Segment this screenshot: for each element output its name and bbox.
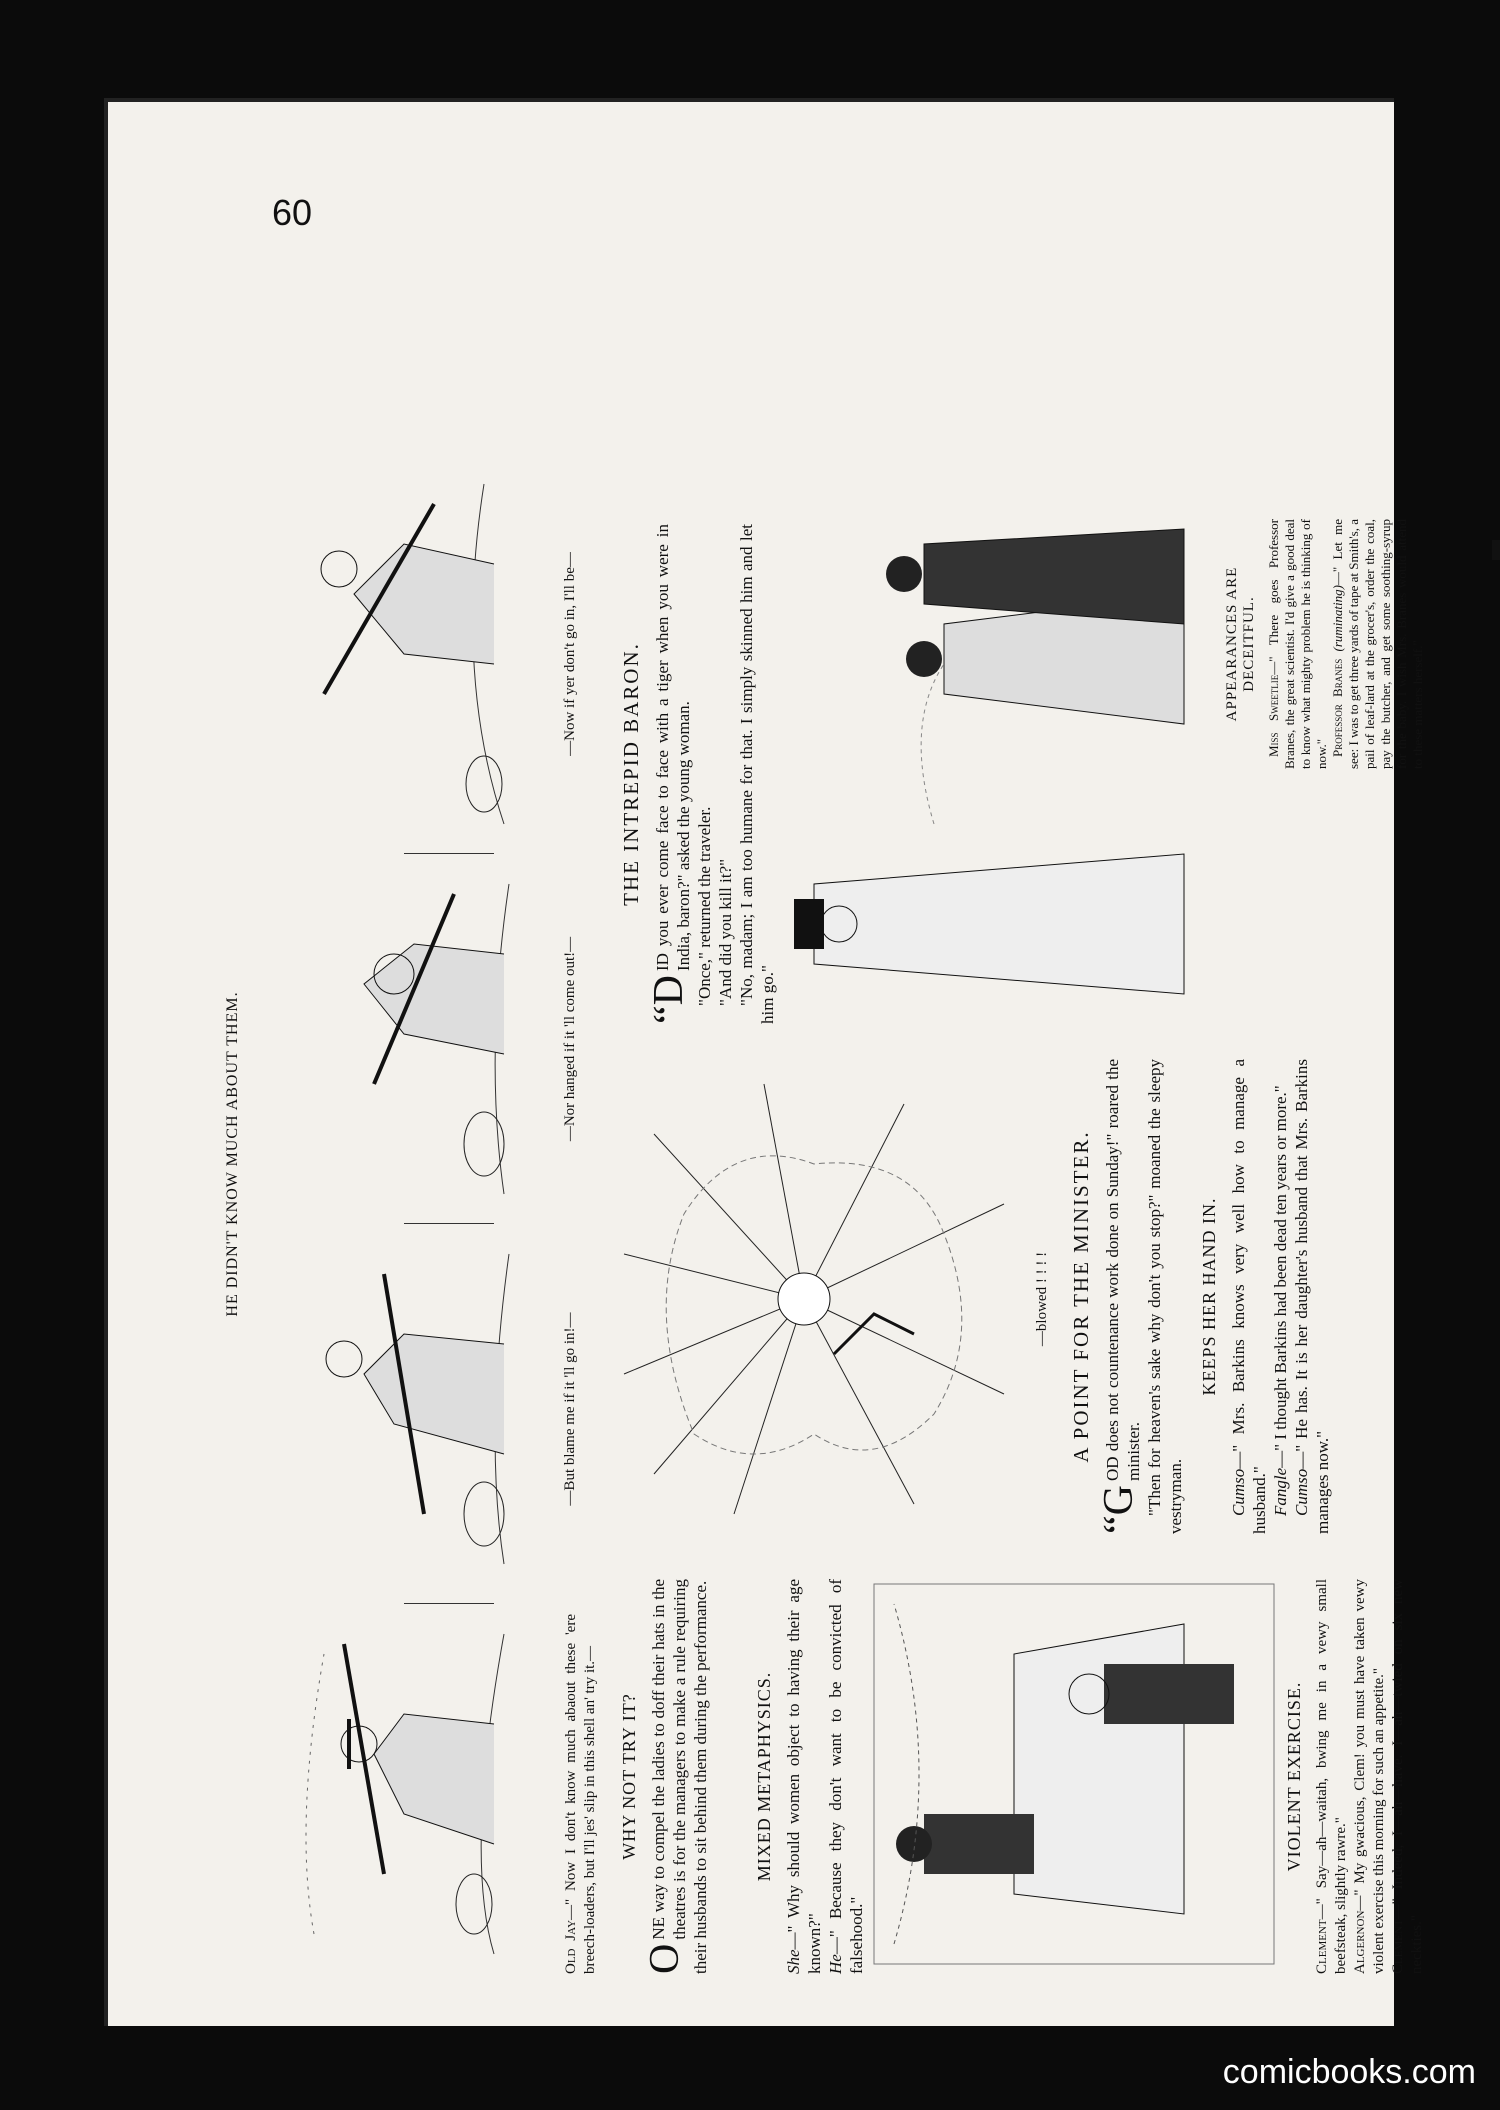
why-drop-cap: O	[642, 1943, 688, 1974]
baron-p1: ID you ever come face to face with a tiger when you were in India, baron?" asked the young woman.	[653, 524, 693, 972]
mixed-metaphysics-article	[754, 1579, 867, 1974]
why-title: WHY NOT TRY IT?	[619, 1693, 639, 1860]
minister-p2: "Then for heaven's sake why don't you stop?" moaned the sleepy vestryman.	[1145, 1059, 1185, 1534]
violent-line-3: —" Indeed, I—ah—have. I—ah—twied on six new neckties."	[1390, 1579, 1425, 1974]
why-text: NE way to compel the ladies to doff their hats in the theatres is for the managers to make a rule requiring their husbands to sit behind them during the performance.	[649, 1579, 710, 1974]
site-watermark: comicbooks.com	[1222, 2053, 1476, 2091]
baron-p2: "Once," returned the traveler.	[695, 806, 714, 1006]
hunter-panel-4-illustration	[254, 474, 554, 834]
appearances-line-2: —" Let me see: I was to get three yards of tape at Smith's, a pail of leaf-lard at the grocer's, order the coal, pay the butcher, and get some soothing-syrup for the baby. I wish Mrs. Branes would attend to these matters herself."	[1330, 519, 1425, 769]
keeps-her-hand-in-article	[1199, 1059, 1333, 1534]
minister-title: A POINT FOR THE MINISTER.	[1069, 1130, 1093, 1463]
she-label: She	[784, 1949, 803, 1974]
keeps-line-3: —" He has. It is her daughter's husband that Mrs. Barkins manages now."	[1292, 1059, 1332, 1534]
hunter-panel-3-illustration	[254, 874, 554, 1204]
minister-drop-cap: “G	[1096, 1485, 1142, 1534]
appearances-aside: (ruminating)	[1330, 585, 1345, 652]
minister-p1: OD does not countenance work done on Sunday!" roared the minister.	[1103, 1059, 1143, 1482]
appearances-speaker-2: Professor Branes	[1330, 658, 1345, 757]
restaurant-illustration	[864, 1574, 1284, 1974]
baron-drop-cap: “D	[646, 975, 692, 1024]
she-line: —" Why should women object to having their age known?"	[784, 1579, 824, 1974]
keeps-line-2: —" I thought Barkins had been dead ten years or more."	[1271, 1085, 1290, 1468]
appearances-title: APPEARANCES ARE DECEITFUL.	[1224, 566, 1257, 722]
baron-title: THE INTREPID BARON.	[619, 642, 643, 906]
rotated-page-content	[224, 304, 1434, 2004]
caption2: —But blame me if it 'll go in!—	[562, 1312, 578, 1506]
baron-p3: "And did you kill it?"	[716, 858, 735, 1006]
caption1-text: —" Now I don't know much abaout these 'ere breech-loaders, but I'll jes' slip in this shell an' try it.—	[563, 1614, 598, 1974]
keeps-speaker-3: Cumso	[1292, 1468, 1311, 1516]
blowed-caption: —blowed ! ! ! !	[1034, 1251, 1050, 1347]
caption4: —Now if yer don't go in, I'll be—	[562, 552, 578, 756]
page-number: 60	[272, 192, 313, 233]
violent-title: VIOLENT EXERCISE.	[1284, 1681, 1304, 1872]
appearances-speaker-1: Miss Sweetlie	[1266, 674, 1281, 757]
violent-speaker-1: Clement	[1314, 1919, 1330, 1974]
strip-title: HE DIDN'T KNOW MUCH ABOUT THEM.	[224, 991, 241, 1317]
hunter-panel-1-illustration	[254, 1614, 554, 1974]
intrepid-baron-article	[619, 524, 778, 1024]
violent-line-1: —" Say—ah—waitah, bwing me in a vewy small beefsteak, slightly rawre."	[1314, 1579, 1349, 1974]
keeps-line-1: —" Mrs. Barkins knows very well how to manage a husband."	[1229, 1059, 1269, 1534]
he-label: He	[826, 1954, 845, 1974]
keeps-speaker-1: Cumso	[1229, 1468, 1248, 1516]
appearances-deceitful-article	[1224, 519, 1426, 769]
violent-exercise-article	[1284, 1579, 1427, 1974]
caption1-speaker: Old Jay	[563, 1919, 579, 1974]
hunter-panel-2-illustration	[254, 1244, 554, 1574]
baron-p4: "No, madam; I am too humane for that. I simply skinned him and let him go."	[737, 524, 777, 1024]
why-not-try-it-article	[619, 1579, 711, 1974]
he-line: —" Because they don't want to be convicted of falsehood."	[826, 1579, 866, 1974]
keeps-speaker-2: Fangle	[1271, 1467, 1290, 1516]
page-edge-mark	[1492, 540, 1500, 560]
professor-and-ladies-illustration	[784, 524, 1224, 1024]
caption3: —Nor hanged if it 'll come out!—	[562, 936, 578, 1142]
violent-speaker-3: Clement	[1390, 1919, 1406, 1974]
violent-line-2: —" My gwacious, Clem! you must have taken vewy violent exercise this morning for such an appetite."	[1352, 1579, 1387, 1974]
mixed-title: MIXED METAPHYSICS.	[754, 1671, 774, 1882]
keeps-title: KEEPS HER HAND IN.	[1199, 1197, 1219, 1396]
violent-speaker-2: Algernon	[1352, 1910, 1368, 1974]
point-for-minister-article	[1069, 1059, 1186, 1534]
explosion-illustration	[614, 1064, 1034, 1534]
appearances-line-1: —" There goes Professor Branes, the great scientist. I'd give a good deal to know what mighty problem he is thinking of now."	[1266, 519, 1329, 769]
